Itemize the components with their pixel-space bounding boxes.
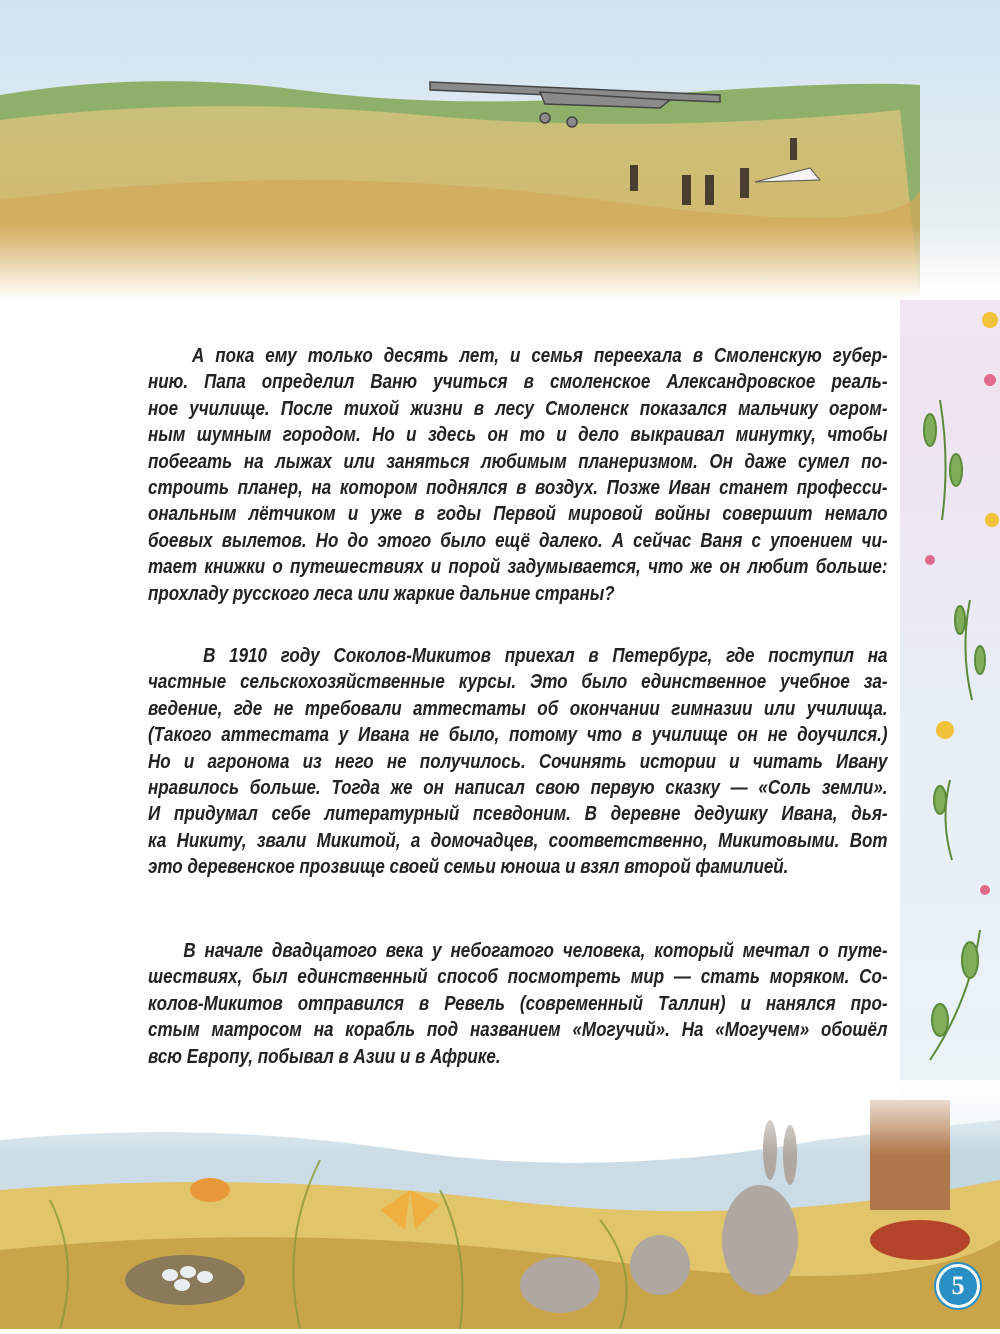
text-line: ное училище. После тихой жизни в лесу Смоленск показался мальчику огром- (148, 397, 888, 420)
text-line: А пока ему только десять лет, и семья переехала в Смоленскую губер- (148, 345, 888, 367)
paragraph-2 (148, 643, 888, 881)
text-line: тает книжки о путешествиях и порой задумывается, что же он любит больше: (148, 556, 888, 579)
paragraph-1 (148, 343, 888, 607)
paragraph-3 (148, 938, 888, 1070)
text-line: это деревенское прозвище своей семьи юноша и взял второй фамилией. (148, 856, 789, 879)
text-line: В 1910 году Соколов-Микитов приехал в Петербург, где поступил на (148, 645, 888, 667)
text-line: побегать на лыжах или заняться любимым планеризмом. Он даже сумел по- (148, 450, 888, 473)
text-line: ведение, где не требовали аттестаты об окончании гимназии или училища. (148, 697, 888, 720)
text-line: В начале двадцатого века у небогатого человека, который мечтал о путе- (148, 940, 888, 962)
text-line: ка Никиту, звали Микитой, а домочадцев, соответственно, Микитовыми. Вот (148, 829, 888, 852)
text-line: строить планер, на котором поднялся в воздух. Позже Иван станет професси- (148, 476, 888, 499)
text-line: всю Европу, побывал в Азии и в Африке. (148, 1045, 501, 1068)
text-line: Но и агронома из него не получилось. Сочинять истории и читать Ивану (148, 750, 888, 773)
text-line: колов-Микитов отправился в Ревель (современный Таллин) и нанялся про- (148, 992, 888, 1015)
page-number: 5 (936, 1264, 980, 1308)
text-line: прохладу русского леса или жаркие дальние страны? (148, 582, 615, 605)
text-line: боевых вылетов. Но до этого было ещё далеко. А сейчас Ваня с упоением чи- (148, 529, 888, 552)
text-line: И придумал себе литературный псевдоним. В деревне дедушку Ивана, дья- (148, 803, 888, 826)
text-line: ным шумным городом. Но и здесь он то и дело выкраивал минутку, чтобы (148, 424, 888, 447)
text-line: частные сельскохозяйственные курсы. Это было единственное учебное за- (148, 671, 888, 694)
text-line: стым матросом на корабль под названием «Могучий». На «Могучем» обошёл (148, 1019, 888, 1042)
airfield-illustration (0, 0, 1000, 300)
text-line: ональным лётчиком и уже в годы Первой мировой войны совершит немало (148, 503, 888, 526)
meadow-illustration (0, 1080, 1000, 1329)
text-line: нравилось больше. Тогда же он написал свою первую сказку — «Соль земли». (148, 776, 888, 799)
text-line: шествиях, был единственный способ посмотреть мир — стать моряком. Со- (148, 966, 888, 989)
text-line: (Такого аттестата у Ивана не было, потому что в училище он не доучился.) (148, 724, 888, 747)
text-line: нию. Папа определил Ваню учиться в смоленское Александровское реаль- (148, 371, 888, 394)
